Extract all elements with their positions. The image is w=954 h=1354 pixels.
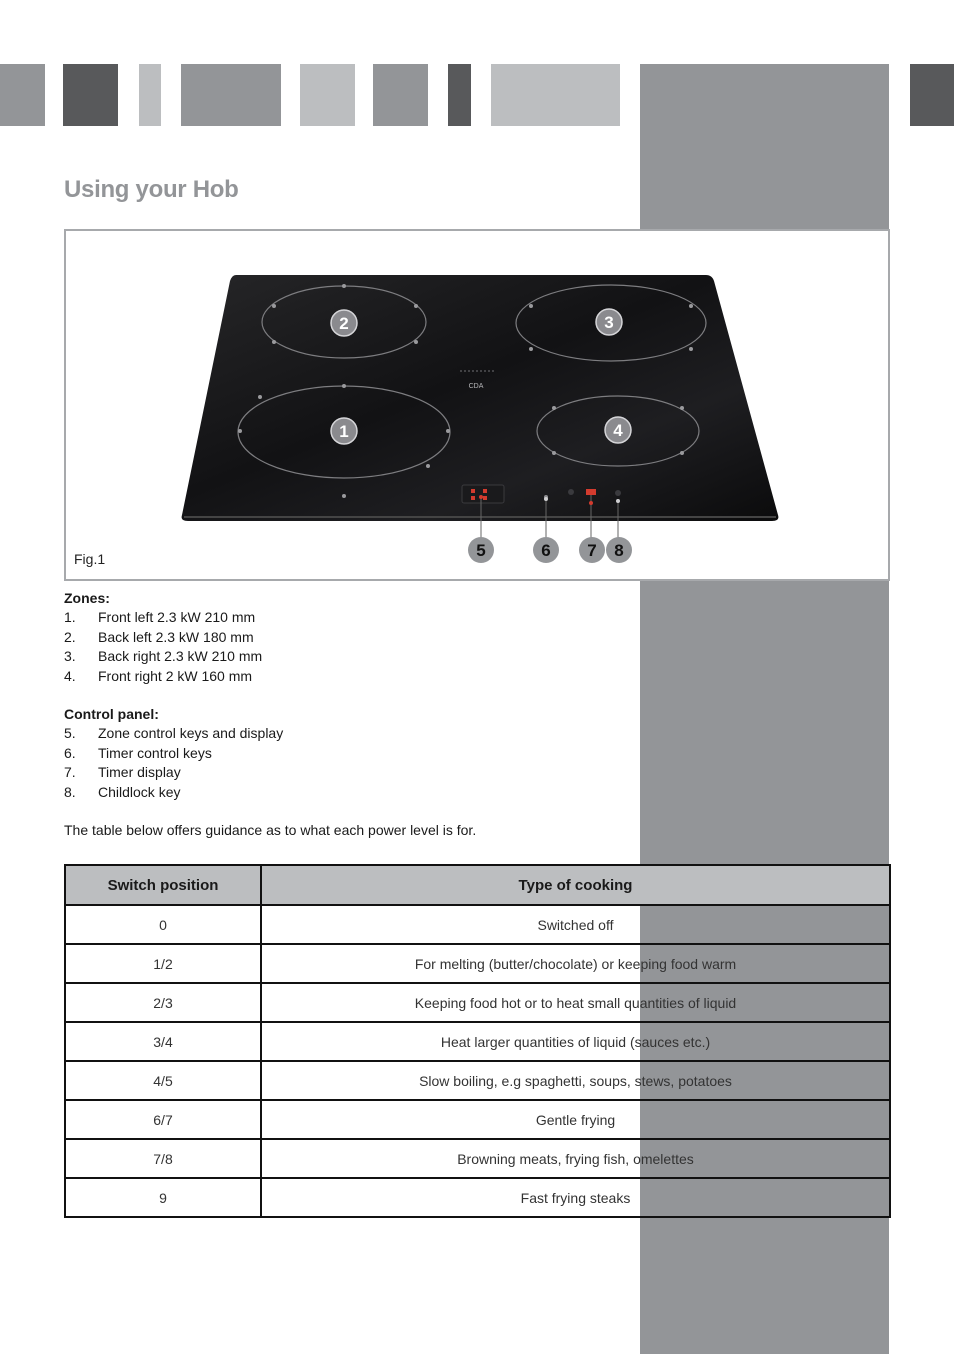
list-item-number: 3. [64,648,76,665]
header-block-8 [491,64,620,126]
list-item [64,628,624,647]
page-title: Using your Hob [64,176,239,203]
table-row [65,944,890,983]
list-item-text: Zone control keys and display [98,725,284,742]
callout-4-label: 4 [613,421,623,440]
cell-cooking: Heat larger quantities of liquid (sauces etc.) [261,1022,890,1061]
hob-figure [64,229,890,581]
list-item-text: Childlock key [98,783,181,800]
callout-5 [468,537,494,563]
header-block-9 [910,64,954,126]
callout-6 [533,537,559,563]
callout-7 [579,537,605,563]
header-block-7 [448,64,471,126]
table-row [65,1022,890,1061]
cell-cooking: For melting (butter/chocolate) or keeping food warm [261,944,890,983]
table-row [65,1100,890,1139]
cell-position: 4/5 [65,1061,261,1100]
header-block-6 [373,64,428,126]
list-item-text: Back left 2.3 kW 180 mm [98,628,254,645]
callout-2-label: 2 [339,314,349,333]
list-item-text: Front right 2 kW 160 mm [98,667,253,684]
callout-8 [606,537,632,563]
list-item-number: 8. [64,783,76,800]
list-item [64,647,624,666]
hob-brand: CDA [468,383,484,390]
cell-position: 3/4 [65,1022,261,1061]
list-item-text: Front left 2.3 kW 210 mm [98,609,256,626]
header-type-of-cooking: Type of cooking [261,865,890,905]
cell-position: 2/3 [65,983,261,1022]
table-row [65,905,890,944]
table-row [65,1139,890,1178]
cell-cooking: Keeping food hot or to heat small quantities of liquid [261,983,890,1022]
header-switch-position: Switch position [65,865,261,905]
table-row [65,1178,890,1217]
callout-5-label: 5 [476,541,486,560]
callout-7-label: 7 [587,541,597,560]
list-item [64,783,624,802]
cell-position: 1/2 [65,944,261,983]
header-block-3 [139,64,161,126]
list-item [64,667,624,686]
list-item-number: 4. [64,667,76,684]
power-level-table [64,864,891,1218]
list-item-text: Back right 2.3 kW 210 mm [98,648,263,665]
callout-3 [596,309,622,335]
header-block-5 [300,64,355,126]
callout-6-label: 6 [541,541,551,560]
cell-cooking: Slow boiling, e.g spaghetti, soups, stews, potatoes [261,1061,890,1100]
cell-cooking: Switched off [261,905,890,944]
table-header-row [65,865,890,905]
cell-position: 9 [65,1178,261,1217]
list-item-number: 7. [64,764,76,781]
table-row [65,983,890,1022]
hob-illustration [66,231,888,579]
header-block-2 [63,64,118,126]
timer-display-led [586,489,596,495]
list-item-number: 6. [64,744,76,761]
callout-3-label: 3 [604,313,614,332]
list-item [64,744,624,763]
cell-position: 0 [65,905,261,944]
callout-1-label: 1 [339,422,349,441]
cell-position: 6/7 [65,1100,261,1139]
list-item-number: 5. [64,725,76,742]
figure-caption: Fig.1 [74,551,106,567]
list-item-text: Timer control keys [98,744,212,761]
callout-8-label: 8 [614,541,624,560]
cell-cooking: Browning meats, frying fish, omelettes [261,1139,890,1178]
zones-heading: Zones: [64,590,110,606]
cell-cooking: Gentle frying [261,1100,890,1139]
table-row [65,1061,890,1100]
control-panel-heading: Control panel: [64,706,159,723]
callout-2 [331,310,357,336]
legend [64,589,624,802]
list-item-number: 2. [64,628,76,645]
callout-1 [331,418,357,444]
callout-4 [605,417,631,443]
header-block-1 [0,64,45,126]
table-intro: The table below offers guidance as to what each power level is for. [64,822,477,838]
cell-cooking: Fast frying steaks [261,1178,890,1217]
list-item-text: Timer display [98,764,181,781]
zone-control-display [462,485,504,503]
list-item-number: 1. [64,609,76,626]
header-block-4 [181,64,281,126]
list-item [64,608,624,627]
list-item [64,763,624,782]
list-item [64,724,624,743]
cell-position: 7/8 [65,1139,261,1178]
